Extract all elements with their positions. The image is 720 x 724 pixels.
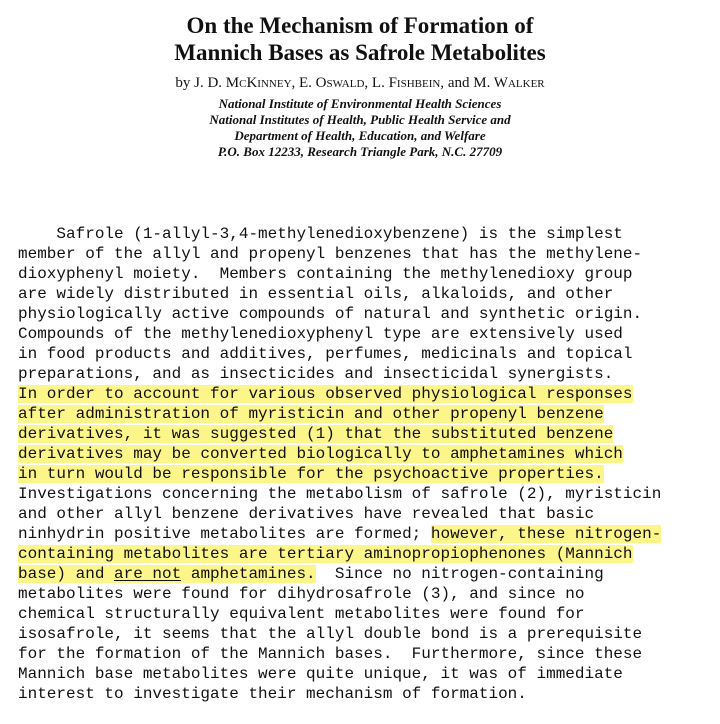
author-oswald: E. Oswald, [299, 75, 372, 91]
body-line-10-highlighted [18, 404, 708, 424]
body-line-8: preparations, and as insecticides and insecticidal synergists. [18, 365, 614, 383]
highlight-span: In order to account for various observed physiological responses [18, 385, 633, 403]
body-line-16 [18, 524, 708, 544]
body-line-6: Compounds of the methylenedioxyphenyl type are extensively used [18, 325, 623, 343]
affiliation-block [0, 96, 720, 160]
highlight-span: after administration of myristicin and other propenyl benzene [18, 405, 604, 423]
paper-title [0, 12, 720, 66]
title-line-2: Mannich Bases as Safrole Metabolites [174, 40, 546, 65]
body-line-15: and other allyl benzene derivatives have revealed that basic [18, 505, 595, 523]
highlight-span: derivatives may be converted biologically to amphetamines which [18, 445, 623, 463]
body-line-4: are widely distributed in essential oils, alkaloids, and other [18, 285, 614, 303]
highlight-span: derivatives, it was suggested (1) that the substituted benzene [18, 425, 614, 443]
body-line-12-highlighted [18, 444, 708, 464]
author-fishbein: L. Fishbein, [371, 75, 448, 91]
affiliation-line-3: Department of Health, Education, and Welfare [234, 128, 486, 143]
body-line-9-highlighted [18, 384, 708, 404]
body-line-3: dioxyphenyl moiety. Members containing the methylenedioxy group [18, 265, 633, 283]
abstract-body [18, 204, 708, 724]
body-line-21: isosafrole, it seems that the allyl double bond is a prerequisite [18, 625, 643, 643]
body-line-24: interest to investigate their mechanism of formation. [18, 685, 527, 703]
title-line-1: On the Mechanism of Formation of [186, 13, 534, 38]
highlight-span: base) and [18, 565, 115, 583]
body-line-19: metabolites were found for dihydrosafrole (3), and since no [18, 585, 585, 603]
underlined-highlight-span: are not [114, 565, 182, 583]
author-walker: M. Walker [473, 75, 545, 91]
body-line-5: physiologically active compounds of natural and synthetic origin. [18, 305, 643, 323]
byline-prefix: by [175, 75, 195, 91]
affiliation-line-4: P.O. Box 12233, Research Triangle Park, N.C. 27709 [217, 144, 503, 159]
body-line-1: Safrole (1-allyl-3,4-methylenedioxybenzene) is the simplest [18, 225, 623, 243]
body-line-11-highlighted [18, 424, 708, 444]
body-line-7: in food products and additives, perfumes, medicinals and topical [18, 345, 633, 363]
body-text-span: ninhydrin positive metabolites are formed; [18, 525, 431, 543]
body-line-2: member of the allyl and propenyl benzenes that has the methylene- [18, 245, 643, 263]
body-text-span: Since no nitrogen-containing [315, 565, 604, 583]
highlight-span: containing metabolites are tertiary aminopropiophenones (Mannich [18, 545, 633, 563]
body-line-14: Investigations concerning the metabolism of safrole (2), myristicin [18, 485, 662, 503]
body-line-22: for the formation of the Mannich bases. Furthermore, since these [18, 645, 643, 663]
highlight-span: however, these nitrogen- [430, 525, 662, 543]
body-line-13-highlighted [18, 464, 708, 484]
affiliation-line-2: National Institutes of Health, Public Health Service and [209, 112, 511, 127]
affiliation-line-1: National Institute of Environmental Health Sciences [218, 96, 502, 111]
author-byline [0, 74, 720, 92]
body-line-18 [18, 564, 708, 584]
body-line-23: Mannich base metabolites were quite unique, it was of immediate [18, 665, 623, 683]
body-line-17-highlighted [18, 544, 708, 564]
author-mckinney: J. D. McKinney, [194, 75, 300, 91]
highlight-span: amphetamines. [181, 565, 316, 583]
highlight-span: in turn would be responsible for the psychoactive properties. [18, 465, 604, 483]
byline-and: and [447, 75, 474, 91]
body-line-20: chemical structurally equivalent metabolites were found for [18, 605, 585, 623]
